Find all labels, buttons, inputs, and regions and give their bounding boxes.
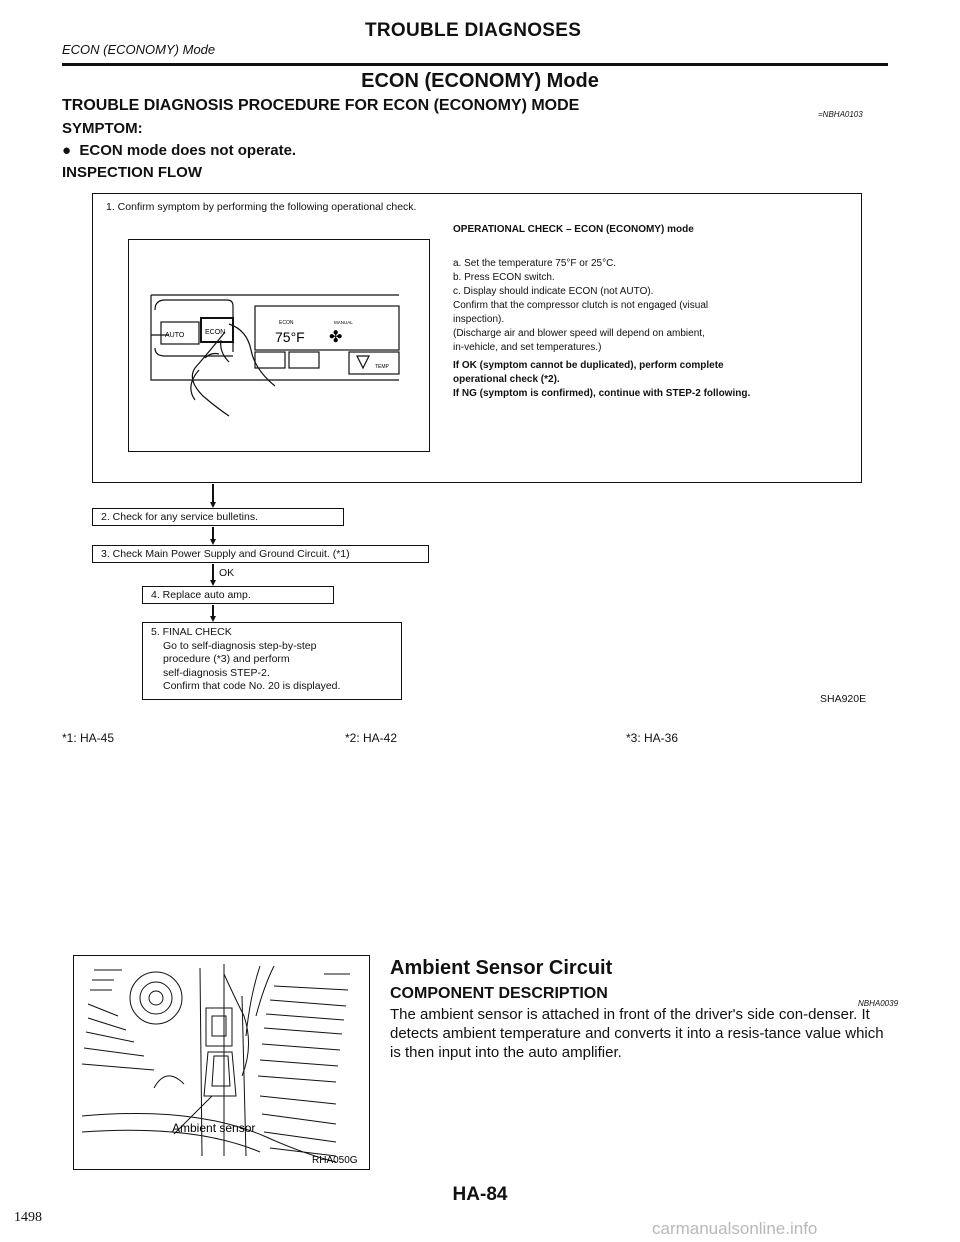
section-title: ECON (ECONOMY) Mode — [361, 70, 599, 92]
auto-button-label: AUTO — [165, 332, 185, 339]
symptom-item — [62, 142, 296, 159]
flow-connector — [212, 527, 214, 539]
step1-text: 1. Confirm symptom by performing the following operational check. — [106, 201, 417, 213]
reference-3: *3: HA-36 — [626, 731, 679, 745]
display-manual-text: MANUAL — [334, 320, 353, 325]
header-section-label: ECON (ECONOMY) Mode — [62, 42, 216, 57]
step5-line: Go to self-diagnosis step-by-step — [163, 639, 317, 652]
header-title: TROUBLE DIAGNOSES — [365, 20, 582, 41]
component-code: NBHA0039 — [858, 999, 899, 1008]
fan-icon: ✤ — [329, 327, 343, 346]
header-rule — [62, 63, 888, 66]
procedure-title: TROUBLE DIAGNOSIS PROCEDURE FOR ECON (ECONOMY) MODE — [62, 97, 580, 114]
ambient-sensor-label: Ambient sensor — [172, 1121, 256, 1135]
ambient-sensor-drawing — [74, 956, 371, 1171]
step5-box — [142, 622, 402, 700]
procedure-code: =NBHA0103 — [818, 110, 863, 119]
op-line: inspection). — [453, 314, 505, 325]
step4-box: 4. Replace auto amp. — [142, 586, 334, 604]
figure-code-1: SHA920E — [820, 693, 867, 705]
op-line: Confirm that the compressor clutch is not engaged (visual — [453, 300, 709, 311]
bullet-icon: ● — [62, 142, 80, 159]
econ-button-label: ECON — [205, 329, 226, 336]
step5-title: 5. FINAL CHECK — [151, 626, 232, 638]
reference-2: *2: HA-42 — [345, 731, 398, 745]
symptom-label: SYMPTOM: — [62, 120, 143, 137]
op-line: c. Display should indicate ECON (not AUTO). — [453, 286, 654, 297]
ambient-sensor-title: Ambient Sensor Circuit — [390, 957, 613, 979]
component-description-title: COMPONENT DESCRIPTION — [390, 985, 608, 1002]
control-panel-illustration — [128, 239, 430, 452]
ambient-sensor-illustration — [73, 955, 370, 1170]
step5-line: procedure (*3) and perform — [163, 653, 290, 665]
flow-connector — [212, 484, 214, 503]
component-description-text: The ambient sensor is attached in front of the driver's side con-denser. It detects ambient temperature and converts it into a resis-tance value which is then input into the auto amplifier. — [390, 1006, 884, 1061]
inspection-flow-label: INSPECTION FLOW — [62, 164, 202, 181]
ok-label: OK — [219, 567, 235, 579]
reference-1: *1: HA-45 — [62, 731, 115, 745]
display-temp-text: 75°F — [275, 329, 305, 345]
display-econ-text: ECON — [279, 320, 294, 326]
symptom-text: ECON mode does not operate. — [79, 142, 297, 159]
ambient-figure-code: RHA050G — [312, 1155, 358, 1166]
flow-connector — [212, 564, 214, 580]
step3-box: 3. Check Main Power Supply and Ground Circuit. (*1) — [92, 545, 429, 563]
step5-line: self-diagnosis STEP-2. — [163, 666, 270, 679]
temp-button-label: TEMP — [375, 364, 389, 370]
step2-box: 2. Check for any service bulletins. — [92, 508, 344, 526]
step5-line: Confirm that code No. 20 is displayed. — [163, 680, 341, 692]
ng-line: If NG (symptom is confirmed), continue with STEP-2 following. — [453, 388, 751, 399]
control-panel-drawing — [129, 240, 431, 453]
ok-line: If OK (symptom cannot be duplicated), perform complete — [453, 360, 724, 371]
print-number: 1498 — [14, 1210, 42, 1225]
op-line: a. Set the temperature 75°F or 25°C. — [453, 258, 617, 269]
ok-line: operational check (*2). — [453, 374, 560, 385]
page-number: HA-84 — [452, 1184, 508, 1205]
flow-connector — [212, 605, 214, 616]
operational-check-title: OPERATIONAL CHECK – ECON (ECONOMY) mode — [453, 224, 694, 235]
op-line: (Discharge air and blower speed will depend on ambient, — [453, 328, 705, 339]
watermark: carmanualsonline.info — [652, 1219, 818, 1238]
operational-check-list — [453, 257, 853, 401]
op-line: in-vehicle, and set temperatures.) — [453, 342, 602, 353]
op-line: b. Press ECON switch. — [453, 272, 555, 283]
